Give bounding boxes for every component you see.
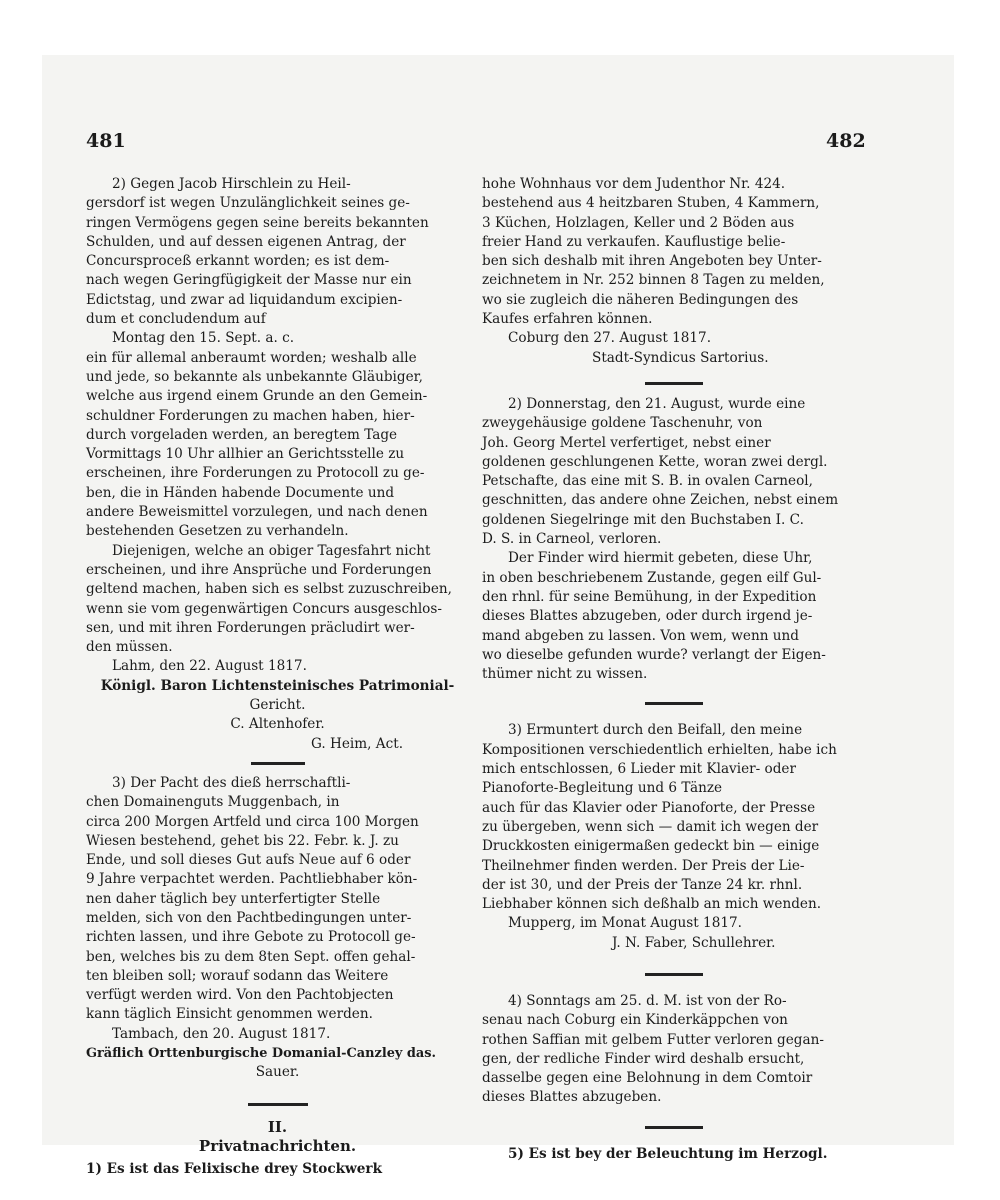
notice-4-lost-cap xyxy=(482,992,866,1108)
text-line: Ende, und soll dieses Gut aufs Neue auf 6 oder xyxy=(86,852,411,869)
section-rule xyxy=(248,1103,308,1106)
text-line: sen, und mit ihren Forderungen präcludirt wer- xyxy=(86,619,415,636)
text-line: Kompositionen verschiedentlich erhielten, habe ich xyxy=(482,741,837,758)
text-line: mand abgeben zu lassen. Von wem, wenn und xyxy=(482,627,799,644)
text-line: Concursproceß erkannt worden; es ist dem- xyxy=(86,253,390,270)
text-line: Wiesen bestehend, gehet bis 22. Febr. k. J. zu xyxy=(86,832,399,849)
text-line: bestehenden Gesetzen zu verhandeln. xyxy=(86,523,349,540)
page-number-left: 481 xyxy=(86,130,126,152)
text-line: ringen Vermögens gegen seine bereits bekannten xyxy=(86,214,429,231)
text-line: 5) Es ist bey der Beleuchtung im Herzogl. xyxy=(508,1145,828,1162)
text-line: in oben beschriebenem Zustande, gegen eilf Gul- xyxy=(482,569,822,586)
text-line: dasselbe gegen eine Belohnung in dem Comtoir xyxy=(482,1070,813,1087)
text-line: rothen Saffian mit gelbem Futter verloren gegan- xyxy=(482,1031,824,1048)
text-line: gersdorf ist wegen Unzulänglichkeit seines ge- xyxy=(86,195,410,212)
text-line: Druckkosten einigermaßen gedeckt bin — einige xyxy=(482,838,820,855)
section-title: Privatnachrichten. xyxy=(198,1136,357,1155)
text-line: thümer nicht zu wissen. xyxy=(482,666,648,683)
text-line: 9 Jahre verpachtet werden. Pachtliebhaber kön- xyxy=(86,871,418,888)
text-line: geschnitten, das andere ohne Zeichen, nebst einem xyxy=(482,492,839,509)
text-line: melden, sich von den Pachtbedingungen unter- xyxy=(86,909,412,926)
text-line: 1) Es ist das Felixische drey Stockwerk xyxy=(86,1161,382,1178)
left-column xyxy=(86,175,469,1180)
text-line: D. S. in Carneol, verloren. xyxy=(482,531,662,548)
text-line: zeichnetem in Nr. 252 binnen 8 Tagen zu melden, xyxy=(482,272,825,289)
text-line: geltend machen, haben sich es selbst zuzuschreiben, xyxy=(86,581,452,598)
text-line: 4) Sonntags am 25. d. M. ist von der Ro- xyxy=(508,992,787,1009)
notice-2-debtor xyxy=(86,175,469,754)
issuing-court: Gräflich Orttenburgische Domanial-Canzley das. xyxy=(86,1046,437,1062)
notice-2-lost-watch xyxy=(482,395,866,684)
text-line: Theilnehmer finden werden. Der Preis der Lie- xyxy=(482,857,805,874)
notice-1-house-sale xyxy=(482,175,866,368)
text-line: 3 Küchen, Holzlagen, Keller und 2 Böden aus xyxy=(482,214,795,231)
hearing-date: Montag den 15. Sept. a. c. xyxy=(112,330,295,347)
text-line: ein für allemal anberaumt worden; weshalb alle xyxy=(86,349,417,366)
text-line: dieses Blattes abzugeben, oder durch irgend je- xyxy=(482,608,813,625)
page-number-right: 482 xyxy=(826,130,866,152)
right-column xyxy=(482,175,866,1164)
text-line: schuldner Forderungen zu machen haben, hier- xyxy=(86,407,415,424)
text-line: wo sie zugleich die näheren Bedingungen des xyxy=(482,291,799,308)
text-line: chen Domainenguts Muggenbach, in xyxy=(86,794,340,811)
text-line: Diejenigen, welche an obiger Tagesfahrt nicht xyxy=(112,542,431,559)
text-line: gen, der redliche Finder wird deshalb ersucht, xyxy=(482,1050,805,1067)
text-line: durch vorgeladen werden, an beregtem Tage xyxy=(86,426,398,443)
text-line: zu übergeben, wenn sich — damit ich wegen der xyxy=(482,818,819,835)
text-line: Liebhaber können sich deßhalb an mich wenden. xyxy=(482,896,822,913)
text-line: dieses Blattes abzugeben. xyxy=(482,1089,662,1106)
text-line: andere Beweismittel vorzulegen, und nach denen xyxy=(86,504,428,521)
notice-3-lease xyxy=(86,774,469,1083)
signature: G. Heim, Act. xyxy=(311,735,404,752)
text-line: Schulden, und auf dessen eigenen Antrag, der xyxy=(86,233,406,250)
separator-rule xyxy=(251,762,305,765)
notice-3-compositions xyxy=(482,721,866,953)
text-line: Petschafte, das eine mit S. B. in ovalen Carneol, xyxy=(482,473,813,490)
text-line: den müssen. xyxy=(86,639,173,656)
text-line: freier Hand zu verkaufen. Kauflustige belie- xyxy=(482,233,786,250)
text-line: verfügt werden wird. Von den Pachtobjecten xyxy=(86,987,394,1004)
separator-rule xyxy=(645,973,703,976)
separator-rule xyxy=(645,1126,703,1129)
text-line: ben, die in Händen habende Documente und xyxy=(86,484,395,501)
text-line: 3) Der Pacht des dieß herrschaftli- xyxy=(112,774,351,791)
text-line: mich entschlossen, 6 Lieder mit Klavier- oder xyxy=(482,761,796,778)
place-date: Lahm, den 22. August 1817. xyxy=(112,658,307,675)
text-line: der ist 30, und der Preis der Tanze 24 kr. rhnl. xyxy=(482,876,803,893)
text-line: welche aus irgend einem Grunde an den Gemein- xyxy=(86,388,428,405)
signature: Sauer. xyxy=(255,1064,300,1081)
place-date: Mupperg, im Monat August 1817. xyxy=(508,915,742,932)
text-line: Edictstag, und zwar ad liquidandum excipien- xyxy=(86,291,403,308)
text-line: Kaufes erfahren können. xyxy=(482,311,653,328)
text-line: Vormittags 10 Uhr allhier an Gerichtsstelle zu xyxy=(86,446,405,463)
text-line: 2) Gegen Jacob Hirschlein zu Heil- xyxy=(112,176,351,192)
text-line: 3) Ermuntert durch den Beifall, den meine xyxy=(508,722,803,739)
text-line: ben sich deshalb mit ihren Angeboten bey Unter- xyxy=(482,253,822,270)
text-line: 2) Donnerstag, den 21. August, wurde eine xyxy=(508,395,806,412)
separator-rule xyxy=(645,382,703,385)
text-line: hohe Wohnhaus vor dem Judenthor Nr. 424. xyxy=(482,176,786,192)
text-line: erscheinen, und ihre Ansprüche und Forderungen xyxy=(86,561,432,578)
text-line: richten lassen, und ihre Gebote zu Protocoll ge- xyxy=(86,929,416,946)
section-number: II. xyxy=(267,1117,288,1136)
text-line: kann täglich Einsicht genommen werden. xyxy=(86,1006,373,1023)
text-line: bestehend aus 4 heitzbaren Stuben, 4 Kammern, xyxy=(482,195,820,212)
text-line: wo dieselbe gefunden wurde? verlangt der Eigen- xyxy=(482,646,826,663)
text-line: auch für das Klavier oder Pianoforte, der Presse xyxy=(482,799,816,816)
text-line: dum et concludendum auf xyxy=(86,311,266,328)
separator-rule xyxy=(645,702,703,705)
text-line: Pianoforte-Begleitung und 6 Tänze xyxy=(482,780,723,797)
issuing-court-cont: Gericht. xyxy=(249,697,306,714)
text-line: senau nach Coburg ein Kinderkäppchen von xyxy=(482,1012,788,1029)
signature: C. Altenhofer. xyxy=(230,716,325,733)
text-line: wenn sie vom gegenwärtigen Concurs ausgeschlos- xyxy=(86,600,442,617)
text-line: goldenen Siegelringe mit den Buchstaben I. C. xyxy=(482,511,804,528)
text-line: ben, welches bis zu dem 8ten Sept. offen gehal- xyxy=(86,948,416,965)
text-line: nach wegen Geringfügigkeit der Masse nur ein xyxy=(86,272,412,289)
text-line: den rhnl. für seine Bemühung, in der Expedition xyxy=(482,588,817,605)
text-line: nen daher täglich bey unterfertigter Stelle xyxy=(86,890,381,907)
text-line: Der Finder wird hiermit gebeten, diese Uhr, xyxy=(508,550,813,567)
signature: J. N. Faber, Schullehrer. xyxy=(612,934,776,951)
text-line: und jede, so bekannte als unbekannte Gläubiger, xyxy=(86,368,423,385)
place-date: Coburg den 27. August 1817. xyxy=(508,330,712,347)
text-line: erscheinen, ihre Forderungen zu Protocoll zu ge- xyxy=(86,465,425,482)
place-date: Tambach, den 20. August 1817. xyxy=(112,1025,331,1042)
issuing-court: Königl. Baron Lichtensteinisches Patrimonial- xyxy=(100,677,455,694)
text-line: Joh. Georg Mertel verfertiget, nebst einer xyxy=(482,434,771,451)
text-line: zweygehäusige goldene Taschenuhr, von xyxy=(482,415,763,432)
text-line: ten bleiben soll; worauf sodann das Weitere xyxy=(86,967,389,984)
text-line: circa 200 Morgen Artfeld und circa 100 Morgen xyxy=(86,813,419,830)
signature: Stadt-Syndicus Sartorius. xyxy=(592,349,769,366)
text-line: goldenen geschlungenen Kette, woran zwei dergl. xyxy=(482,453,828,470)
